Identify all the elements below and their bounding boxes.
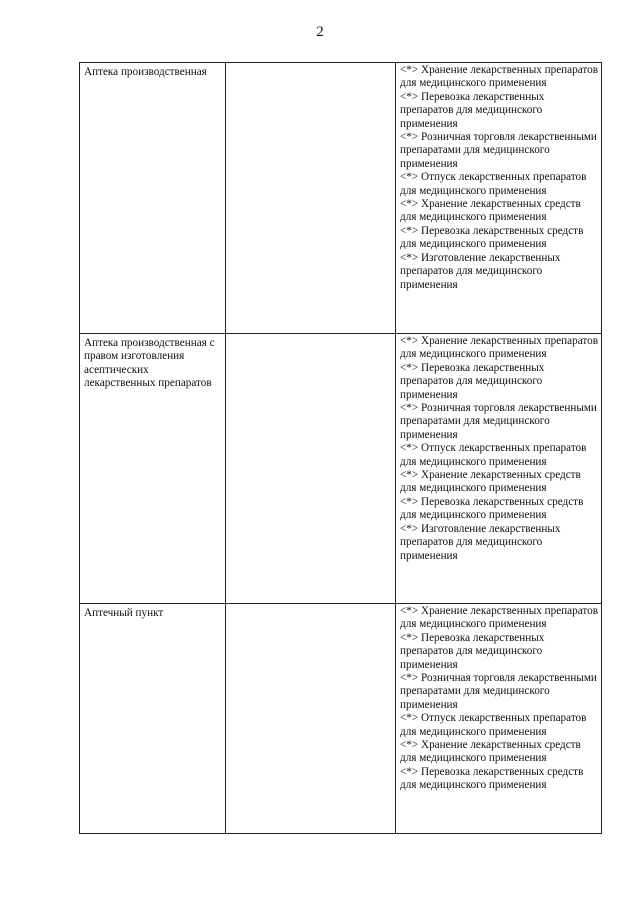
empty-cell	[226, 334, 396, 604]
table-row	[80, 63, 602, 334]
page-number: 2	[316, 24, 324, 40]
org-type-name: Аптечный пункт	[80, 604, 226, 834]
organization-type-table	[79, 62, 602, 834]
activity-item: <*> Перевозка лекарственных препаратов для медицинского применения	[400, 90, 545, 130]
activity-item: <*> Изготовление лекарственных препаратов для медицинского применения	[400, 251, 561, 291]
activity-item: <*> Хранение лекарственных препаратов для медицинского применения	[400, 64, 599, 90]
activity-list	[396, 604, 601, 793]
activity-item: <*> Перевозка лекарственных средств для медицинского применения	[400, 224, 584, 251]
activities-cell	[396, 604, 602, 834]
activity-item: <*> Перевозка лекарственных препаратов для медицинского применения	[400, 361, 545, 401]
activity-item: <*> Хранение лекарственных средств для медицинского применения	[400, 739, 581, 765]
empty-cell	[226, 63, 396, 334]
activity-item: <*> Отпуск лекарственных препаратов для медицинского применения	[400, 442, 587, 468]
activity-item: <*> Перевозка лекарственных средств для медицинского применения	[400, 765, 584, 792]
activity-item: <*> Розничная торговля лекарственными препаратами для медицинского применения	[400, 672, 597, 711]
activities-cell	[396, 63, 602, 334]
table-row	[80, 334, 602, 604]
activity-item: <*> Розничная торговля лекарственными препаратами для медицинского применения	[400, 402, 597, 441]
activity-item: <*> Хранение лекарственных препаратов для медицинского применения	[400, 605, 599, 631]
activity-item: <*> Отпуск лекарственных препаратов для медицинского применения	[400, 171, 587, 197]
activity-item: <*> Хранение лекарственных средств для медицинского применения	[400, 198, 581, 224]
table-row	[80, 604, 602, 834]
org-type-name: Аптека производственная с правом изготовления асептических лекарственных препаратов	[80, 334, 226, 604]
empty-cell	[226, 604, 396, 834]
activity-item: <*> Перевозка лекарственных препаратов для медицинского применения	[400, 631, 545, 671]
activity-item: <*> Перевозка лекарственных средств для медицинского применения	[400, 495, 584, 522]
activity-item: <*> Розничная торговля лекарственными препаратами для медицинского применения	[400, 131, 597, 170]
org-type-name: Аптека производственная	[80, 63, 226, 334]
activity-item: <*> Изготовление лекарственных препаратов для медицинского применения	[400, 522, 561, 562]
activities-cell	[396, 334, 602, 604]
activity-list	[396, 63, 601, 292]
activity-item: <*> Отпуск лекарственных препаратов для медицинского применения	[400, 712, 587, 738]
activity-item: <*> Хранение лекарственных препаратов для медицинского применения	[400, 335, 599, 361]
activity-item: <*> Хранение лекарственных средств для медицинского применения	[400, 469, 581, 495]
activity-list	[396, 334, 601, 563]
